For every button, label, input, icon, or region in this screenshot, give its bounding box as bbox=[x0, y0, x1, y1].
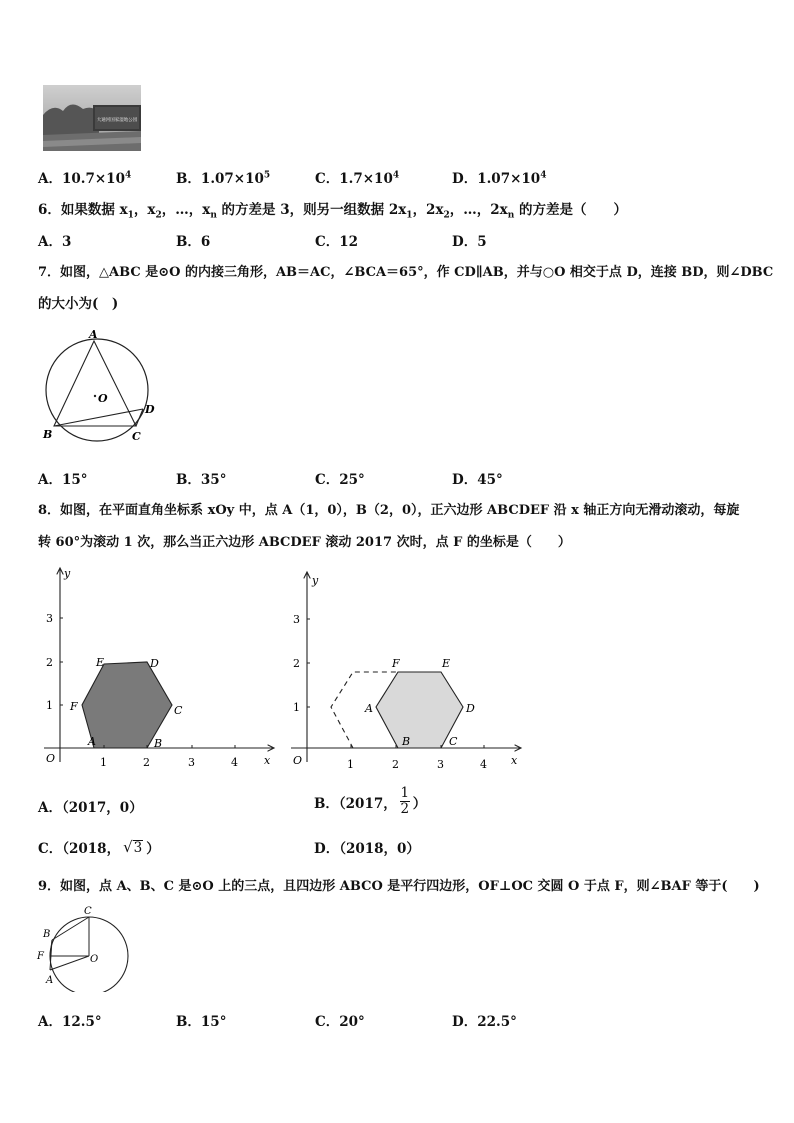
question-8-line1: 8．如图，在平面直角坐标系 xOy 中，点 A（1，0），B（2，0），正六边形 ABCDEF 沿 x 轴正方向无滑动滚动，每旋 bbox=[38, 503, 740, 518]
q7-circle-figure bbox=[36, 328, 161, 448]
q9-label-c: C bbox=[84, 906, 92, 917]
q8-figure-1 bbox=[36, 562, 281, 772]
fig1-origin: O bbox=[46, 752, 56, 765]
fig2-axis-x: x bbox=[511, 754, 518, 767]
q7-label-c: C bbox=[132, 430, 141, 443]
fig2-xtick-2: 2 bbox=[392, 758, 399, 771]
fig1-ytick-3: 3 bbox=[46, 612, 53, 625]
fig1-label-d: D bbox=[150, 657, 159, 670]
fig2-xtick-1: 1 bbox=[347, 758, 354, 771]
q9-label-b: B bbox=[43, 929, 51, 940]
fig1-ytick-1: 1 bbox=[46, 699, 53, 712]
q9-option-a[interactable]: A．12.5° bbox=[38, 1014, 102, 1030]
fig1-axis-y: y bbox=[64, 567, 71, 580]
q7-option-d[interactable]: D．45° bbox=[452, 472, 503, 488]
q5-option-c[interactable]: C．$1.7\times 10^4$ bbox=[315, 170, 400, 187]
fig1-xtick-4: 4 bbox=[231, 756, 238, 769]
fig2-label-c: C bbox=[449, 735, 458, 748]
fig1-label-e: E bbox=[96, 656, 105, 669]
fig2-label-e: E bbox=[442, 657, 451, 670]
q8-option-b[interactable]: B．（2017， 1 2 ） bbox=[314, 785, 427, 817]
q9-label-f: F bbox=[37, 951, 44, 962]
fig2-label-d: D bbox=[466, 702, 475, 715]
fig2-xtick-3: 3 bbox=[437, 758, 444, 771]
q7-label-d: D bbox=[145, 403, 155, 416]
fig1-label-c: C bbox=[174, 704, 183, 717]
fig1-label-a: A bbox=[88, 735, 96, 748]
fig2-ytick-2: 2 bbox=[293, 657, 300, 670]
sign-text: 大通河国家湿地公园 bbox=[96, 118, 138, 123]
q7-label-b: B bbox=[43, 428, 53, 441]
q9-label-a: A bbox=[46, 975, 54, 986]
q7-label-a: A bbox=[89, 328, 98, 341]
q8-figure-2 bbox=[285, 566, 525, 776]
fig1-xtick-3: 3 bbox=[188, 756, 195, 769]
q8-option-d[interactable]: D．（2018，0） bbox=[314, 841, 420, 857]
q9-option-b[interactable]: B．15° bbox=[176, 1014, 227, 1030]
q6-option-b[interactable]: B．6 bbox=[176, 234, 211, 250]
q8-option-a[interactable]: A．（2017，0） bbox=[38, 800, 143, 816]
fig2-origin: O bbox=[293, 754, 303, 767]
fig2-ytick-3: 3 bbox=[293, 613, 300, 626]
question-7-line1: 7．如图，△ABC 是⊙O 的内接三角形，AB＝AC，∠BCA＝65°，作 CD∥AB，并与○O 相交于点 D，连接 BD，则∠DBC bbox=[38, 265, 774, 280]
q9-option-d[interactable]: D．22.5° bbox=[452, 1014, 517, 1030]
fig1-label-b: B bbox=[154, 737, 163, 750]
fig1-axis-x: x bbox=[264, 754, 271, 767]
q5-option-b[interactable]: B．$1.07\times 10^5$ bbox=[176, 170, 271, 187]
fig2-xtick-4: 4 bbox=[480, 758, 487, 771]
question-9-line1: 9．如图，点 A、B、C 是⊙O 上的三点，且四边形 ABCO 是平行四边形，OF⊥OC 交圆 O 于点 F，则∠BAF 等于( ) bbox=[38, 879, 760, 894]
q7-option-b[interactable]: B．35° bbox=[176, 472, 227, 488]
fig2-label-f: F bbox=[392, 657, 400, 670]
q5-option-d[interactable]: D．$1.07\times 10^4$ bbox=[452, 170, 547, 187]
fig2-axis-y: y bbox=[312, 574, 319, 587]
q5-option-a[interactable]: A．$10.7\times 10^4$ bbox=[38, 170, 132, 187]
q9-circle-figure bbox=[33, 902, 133, 992]
q7-label-o: O bbox=[98, 392, 108, 405]
question-8-line2: 转 60°为滚动 1 次，那么当正六边形 ABCDEF 滚动 2017 次时，点 F 的坐标是（ ） bbox=[38, 535, 571, 550]
q6-option-a[interactable]: A．3 bbox=[38, 234, 72, 250]
q9-option-c[interactable]: C．20° bbox=[315, 1014, 365, 1030]
fig2-label-b: B bbox=[402, 735, 411, 748]
fig2-ytick-1: 1 bbox=[293, 701, 300, 714]
fig1-ytick-2: 2 bbox=[46, 656, 53, 669]
landmark-photo bbox=[43, 85, 141, 151]
q8-option-c[interactable]: C．（2018， √ 3 ） bbox=[38, 838, 160, 857]
q6-option-c[interactable]: C．12 bbox=[315, 234, 359, 250]
question-7-line2: 的大小为( ) bbox=[38, 296, 119, 312]
fig1-xtick-1: 1 bbox=[100, 756, 107, 769]
fig2-label-a: A bbox=[365, 702, 373, 715]
q6-option-d[interactable]: D．5 bbox=[452, 234, 487, 250]
q7-option-a[interactable]: A．15° bbox=[38, 472, 88, 488]
fig1-label-f: F bbox=[70, 700, 78, 713]
question-6-text: 6．如果数据 $x_1$，$x_2$，…，$x_n$ 的方差是 3，则另一组数据 $2x_1$，$2x_2$，…，$2x_n$ 的方差是（ ） bbox=[38, 202, 627, 221]
q7-option-c[interactable]: C．25° bbox=[315, 472, 365, 488]
q9-label-o: O bbox=[90, 954, 99, 965]
fig1-xtick-2: 2 bbox=[143, 756, 150, 769]
